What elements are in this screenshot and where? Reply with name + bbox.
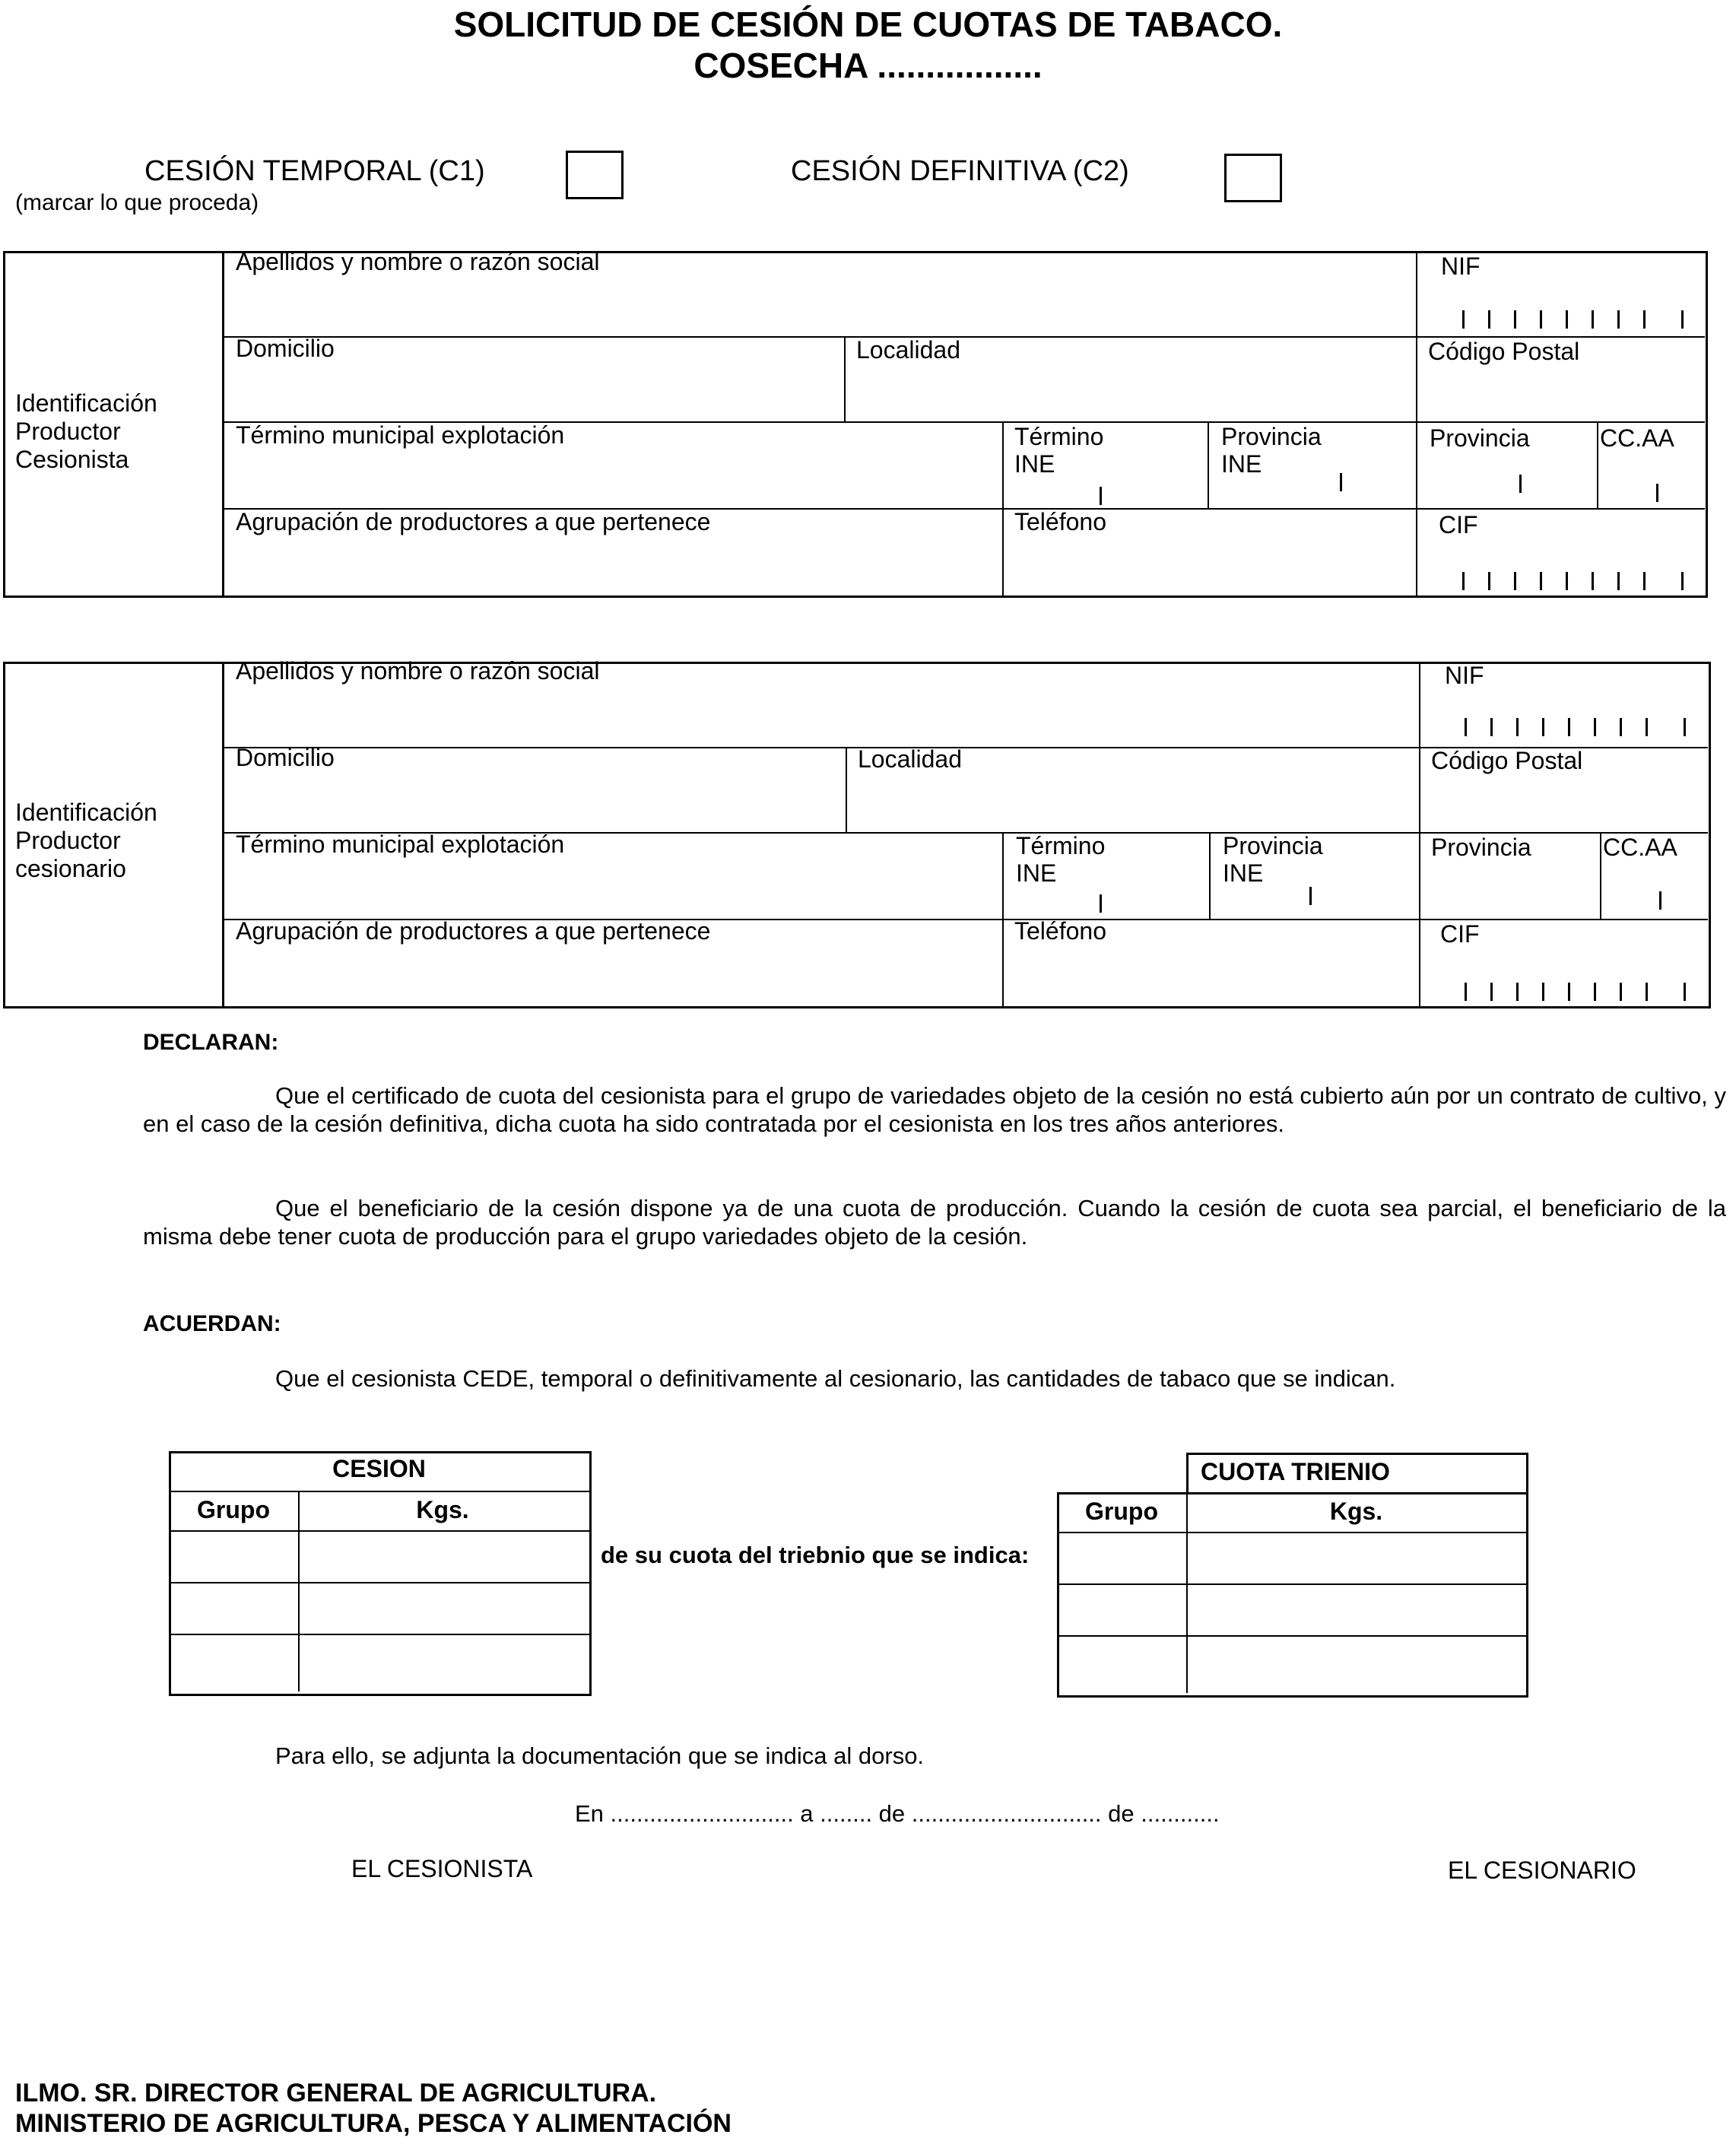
addressee-line-1: ILMO. SR. DIRECTOR GENERAL DE AGRICULTURA. — [15, 2079, 657, 2107]
termino-ine-label: Término INE — [1016, 832, 1106, 887]
adjunta-text: Para ello, se adjunta la documentación que se indica al dorso. — [275, 1742, 925, 1769]
declaran-paragraph-2: Que el beneficiario de la cesión dispone ya de una cuota de producción. Cuando la cesión de cuota sea parcial, el beneficiario de la misma debe tener cuota de producción para el grupo variedades objeto de la cesión. — [143, 1195, 1726, 1250]
cesion-grupo-cell[interactable] — [172, 1583, 297, 1632]
cif-label: CIF — [1440, 920, 1480, 948]
acuerdan-paragraph: Que el cesionista CEDE, temporal o definitivamente al cesionario, las cantidades de tabaco que se indican. — [275, 1365, 1396, 1392]
trienio-grupo-cell[interactable] — [1060, 1585, 1185, 1634]
trienio-grupo-cell[interactable] — [1060, 1637, 1185, 1691]
declaran-heading: DECLARAN: — [143, 1030, 279, 1055]
codigo-postal-label: Código Postal — [1431, 747, 1583, 774]
agrupacion-label: Agrupación de productores a que pertenece — [236, 917, 711, 945]
grupo-header: Grupo — [1085, 1498, 1158, 1525]
acuerdan-heading: ACUERDAN: — [143, 1311, 281, 1336]
cesion-kgs-cell[interactable] — [301, 1635, 586, 1690]
trienio-kgs-cell[interactable] — [1189, 1637, 1522, 1691]
trienio-title: CUOTA TRIENIO — [1201, 1458, 1390, 1485]
kgs-header: Kgs. — [1329, 1498, 1383, 1525]
cif-digit-ticks[interactable] — [1456, 572, 1700, 595]
trienio-kgs-cell[interactable] — [1189, 1585, 1522, 1634]
declaran-paragraph-1: Que el certificado de cuota del cesionista para el grupo de variedades objeto de la cesión no está cubierto aún por un contrato de cultivo, y en el caso de la cesión definitiva, dicha cuota ha sido contratada por el cesionista en los tres años anteriores. — [143, 1082, 1726, 1137]
temporal-label: CESIÓN TEMPORAL (C1) — [144, 155, 485, 187]
cesionista-signature-label: EL CESIONISTA — [351, 1855, 533, 1882]
definitiva-label: CESIÓN DEFINITIVA (C2) — [791, 155, 1129, 187]
domicilio-label: Domicilio — [236, 335, 335, 362]
provincia-label: Provincia — [1431, 834, 1531, 861]
provincia-label: Provincia — [1430, 424, 1530, 452]
kgs-header: Kgs. — [416, 1496, 469, 1523]
telefono-label: Teléfono — [1014, 508, 1106, 535]
telefono-label: Teléfono — [1014, 917, 1106, 945]
cuota-middle-text: de su cuota del triebnio que se indica: — [601, 1542, 1030, 1568]
temporal-checkbox[interactable] — [566, 151, 624, 199]
cesionista-side-label: Identificación Productor Cesionista — [15, 389, 157, 473]
mark-hint: (marcar lo que proceda) — [15, 190, 259, 215]
addressee-line-2: MINISTERIO DE AGRICULTURA, PESCA Y ALIMENTACIÓN — [15, 2109, 732, 2138]
nif-label: NIF — [1441, 253, 1481, 280]
termino-municipal-label: Término municipal explotación — [236, 421, 565, 449]
provincia-ine-label: Provincia INE — [1223, 832, 1323, 887]
trienio-kgs-cell[interactable] — [1189, 1533, 1522, 1582]
apellidos-label: Apellidos y nombre o razón social — [236, 657, 600, 684]
termino-ine-label: Término INE — [1014, 423, 1104, 478]
ccaa-label: CC.AA — [1600, 424, 1674, 452]
nif-label: NIF — [1445, 662, 1484, 689]
ccaa-label: CC.AA — [1603, 834, 1677, 861]
cesion-grupo-cell[interactable] — [172, 1532, 297, 1580]
agrupacion-label: Agrupación de productores a que pertenece — [236, 508, 711, 535]
trienio-grupo-cell[interactable] — [1060, 1533, 1185, 1582]
grupo-header: Grupo — [197, 1496, 270, 1523]
cif-digit-ticks[interactable] — [1458, 983, 1702, 1005]
localidad-label: Localidad — [858, 745, 962, 773]
apellidos-label: Apellidos y nombre o razón social — [236, 248, 600, 275]
localidad-label: Localidad — [856, 336, 960, 364]
termino-municipal-label: Término municipal explotación — [236, 831, 565, 858]
cesion-kgs-cell[interactable] — [301, 1583, 586, 1632]
nif-digit-ticks[interactable] — [1458, 718, 1702, 741]
codigo-postal-label: Código Postal — [1428, 338, 1580, 365]
provincia-ine-label: Provincia INE — [1221, 423, 1322, 478]
cesionario-side-label: Identificación Productor cesionario — [15, 799, 157, 882]
cosecha-line: COSECHA ................. — [693, 46, 1043, 85]
date-place-line[interactable]: En ............................ a ........ de ............................. de ............ — [575, 1800, 1220, 1827]
nif-digit-ticks[interactable] — [1456, 310, 1700, 333]
cesion-grupo-cell[interactable] — [172, 1635, 297, 1690]
cesionario-signature-label: EL CESIONARIO — [1448, 1857, 1636, 1884]
cif-label: CIF — [1439, 511, 1478, 538]
cesion-kgs-cell[interactable] — [301, 1532, 586, 1580]
document-title: SOLICITUD DE CESIÓN DE CUOTAS DE TABACO. — [453, 5, 1283, 44]
definitiva-checkbox[interactable] — [1224, 154, 1282, 202]
domicilio-label: Domicilio — [236, 744, 335, 771]
cesion-title: CESION — [332, 1455, 426, 1482]
